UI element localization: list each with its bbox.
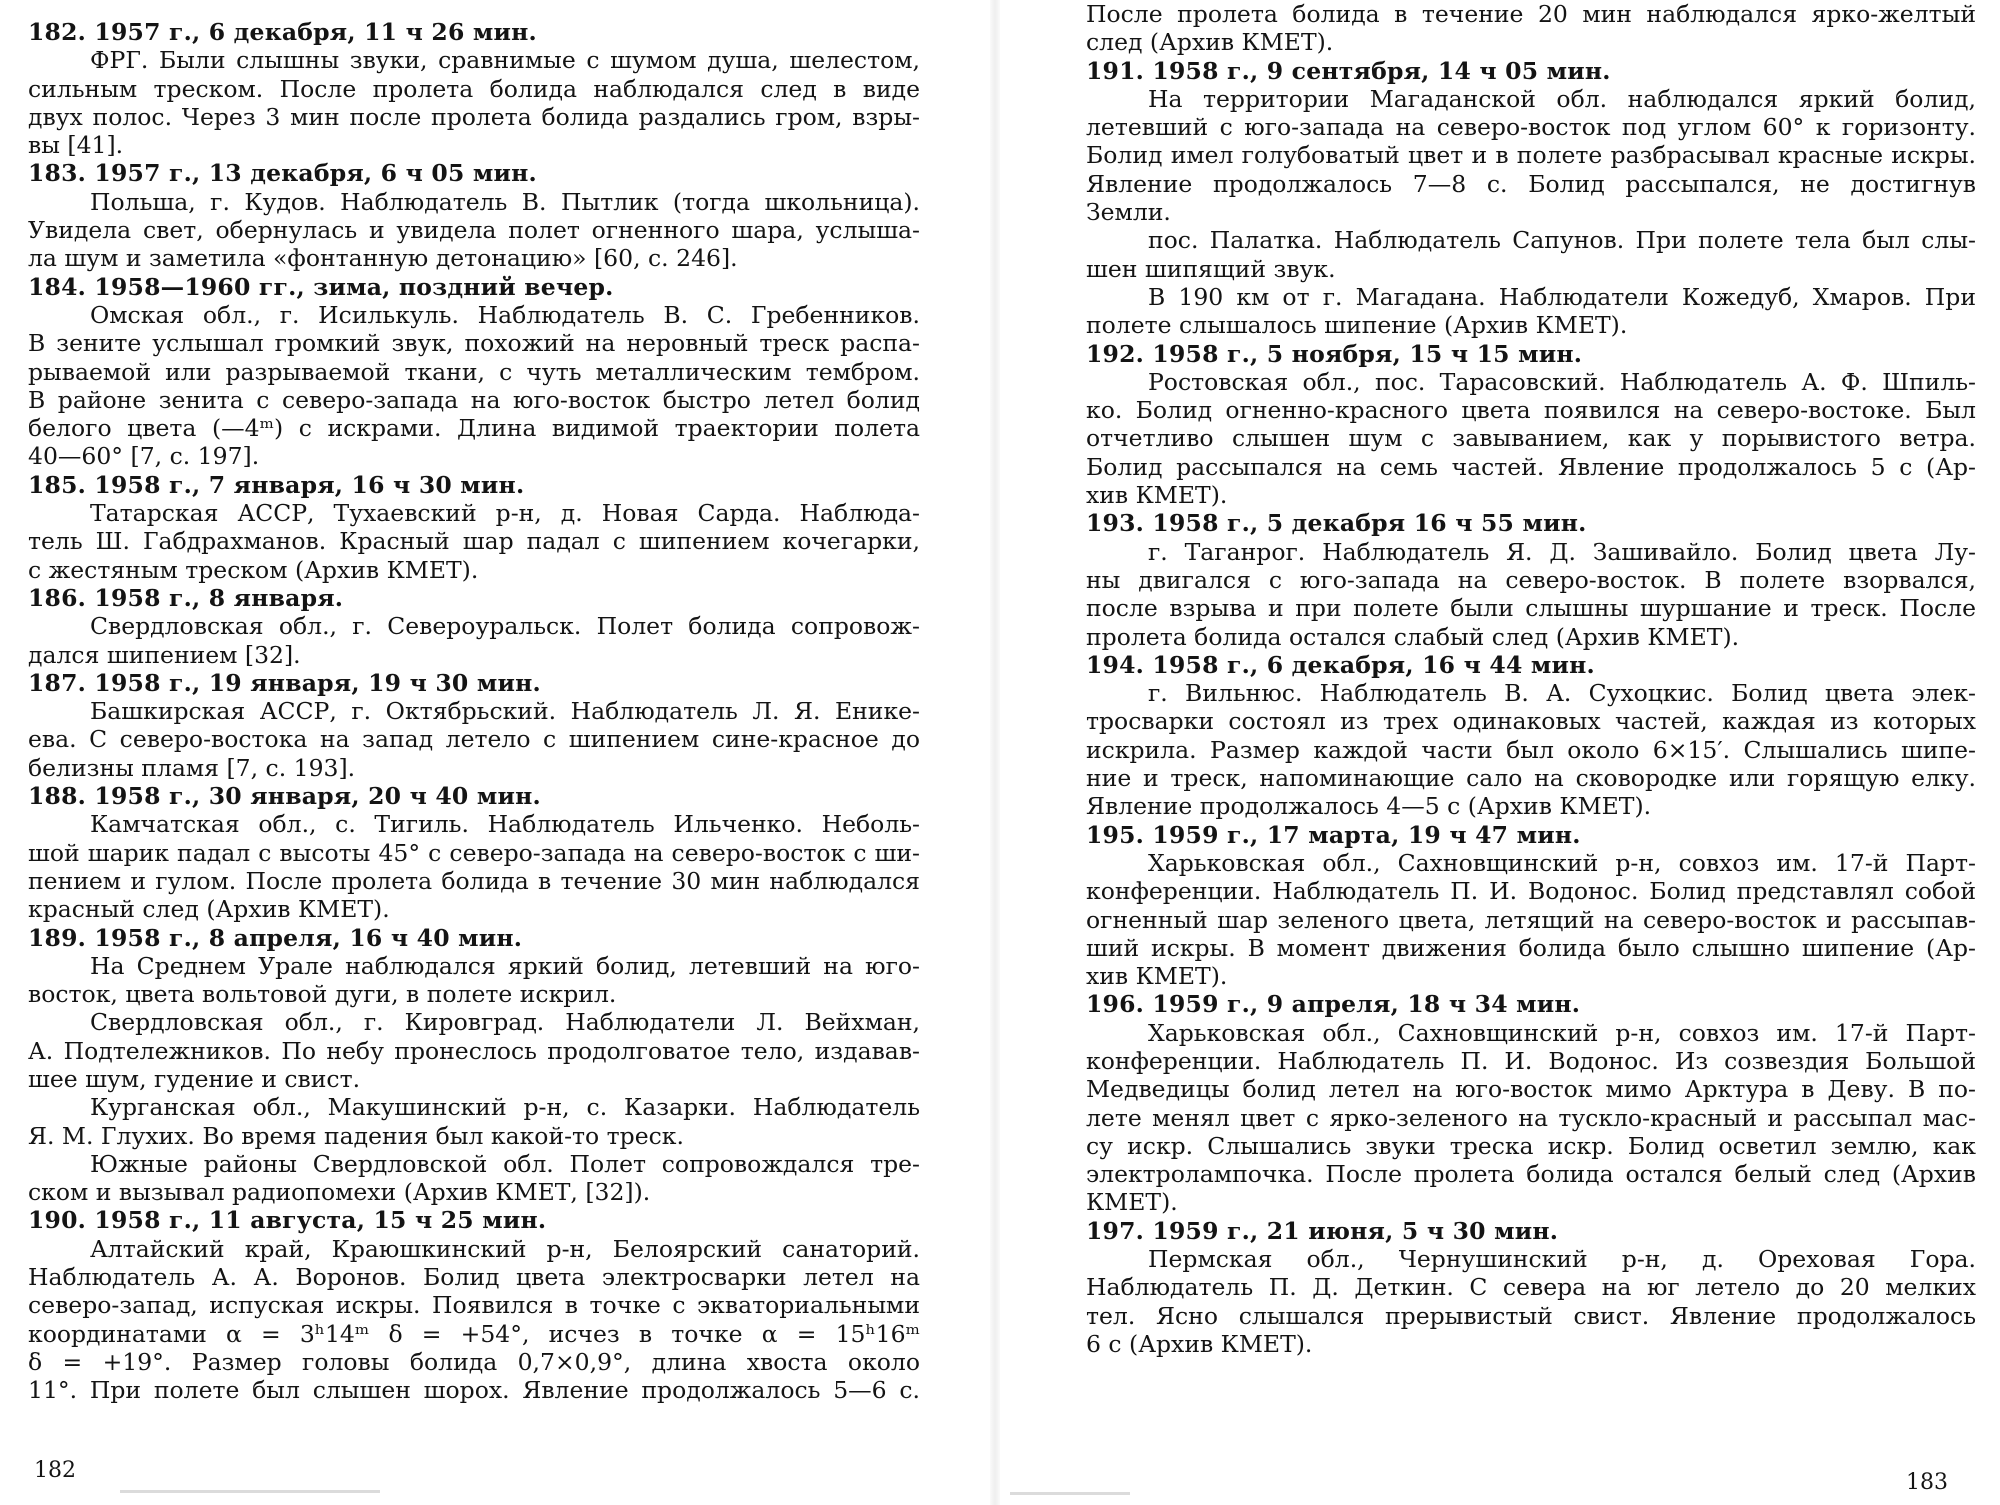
text-line: Курганская обл., Макушинский р-н, с. Казарки. Наблюдатель <box>90 1093 920 1122</box>
text-line: Медведицы болид летел на юго-восток мимо Арктура в Деву. В по- <box>1086 1075 1976 1104</box>
text-line: δ = +19°. Размер головы болида 0,7×0,9°, длина хвоста около <box>28 1347 920 1376</box>
text-line: Татарская АССР, Тухаевский р-н, д. Новая Сарда. Наблюда- <box>90 499 920 528</box>
text-line: тросварки состоял из трех одинаковых частей, каждая из которых <box>1086 707 1976 736</box>
text-line: Омская обл., г. Исилькуль. Наблюдатель В. С. Гребенников. <box>90 300 920 329</box>
text-line: Камчатская обл., с. Тигиль. Наблюдатель Ильченко. Неболь- <box>90 810 920 839</box>
text-line: летевший с юго-запада на северо-восток под углом 60° к горизонту. <box>1086 113 1976 142</box>
text-line: тел. Ясно слышался прерывистый свист. Явление продолжалось <box>1086 1301 1976 1330</box>
text-line: искрила. Размер каждой части был около 6×15′. Слышались шипе- <box>1086 735 1976 764</box>
text-line: хив КМЕТ). <box>1086 962 1228 991</box>
text-line: вы [41]. <box>28 131 124 160</box>
text-line: ние и треск, напоминающие сало на сковородке или горящую елку. <box>1086 764 1976 793</box>
text-line: красный след (Архив КМЕТ). <box>28 895 390 924</box>
entry-heading: 185. 1958 г., 7 января, 16 ч 30 мин. <box>28 470 525 499</box>
entry-heading: 183. 1957 г., 13 декабря, 6 ч 05 мин. <box>28 159 537 188</box>
right-page-text <box>1086 0 1976 1358</box>
text-line: пением и гулом. После пролета болида в течение 30 мин наблюдался <box>28 866 920 895</box>
text-line: электролампочка. После пролета болида остался белый след (Архив <box>1086 1160 1976 1189</box>
text-line: Наблюдатель А. А. Воронов. Болид цвета электросварки летел на <box>28 1263 920 1292</box>
text-line: след (Архив КМЕТ). <box>1086 28 1334 57</box>
text-line: г. Вильнюс. Наблюдатель В. А. Сухоцкис. Болид цвета элек- <box>1148 679 1976 708</box>
entry-heading: 182. 1957 г., 6 декабря, 11 ч 26 мин. <box>28 18 537 46</box>
text-line: сильным треском. После пролета болида наблюдался след в виде <box>28 74 920 103</box>
text-line: тель Ш. Габдрахманов. Красный шар падал с шипением кочегарки, <box>28 527 920 556</box>
left-page <box>0 0 990 1505</box>
entry-heading: 191. 1958 г., 9 сентября, 14 ч 05 мин. <box>1086 56 1611 85</box>
text-line: ева. С северо-востока на запад летело с шипением сине-красное до <box>28 725 920 754</box>
text-line: конференции. Наблюдатель П. И. Водонос. Болид представлял собой <box>1086 877 1976 906</box>
text-line: конференции. Наблюдатель П. И. Водонос. Из созвездия Большой <box>1086 1046 1976 1075</box>
print-smudge <box>120 1490 380 1493</box>
text-line: На Среднем Урале наблюдался яркий болид, летевший на юго- <box>90 951 920 980</box>
text-line: Увидела свет, обернулась и увидела полет огненного шара, услыша- <box>28 216 920 245</box>
left-page-number: 182 <box>34 1458 76 1483</box>
text-line: Явление продолжалось 7—8 с. Болид рассыпался, не достигнув <box>1086 169 1976 198</box>
text-line: ший искры. В момент движения болида было слышно шипение (Ар- <box>1086 933 1976 962</box>
text-line: шой шарик падал с высоты 45° с северо-запада на северо-восток с ши- <box>28 838 920 867</box>
text-line: 40—60° [7, с. 197]. <box>28 442 260 471</box>
text-line: су искр. Слышались звуки треска искр. Болид осветил землю, как <box>1086 1131 1976 1160</box>
text-line: Земли. <box>1086 198 1171 227</box>
text-line: г. Таганрог. Наблюдатель Я. Д. Зашивайло. Болид цвета Лу- <box>1148 537 1976 566</box>
entry-heading: 195. 1959 г., 17 марта, 19 ч 47 мин. <box>1086 820 1581 849</box>
text-line: В зените услышал громкий звук, похожий на неровный треск распа- <box>28 329 920 358</box>
text-line: В 190 км от г. Магадана. Наблюдатели Кожедуб, Хмаров. При <box>1148 282 1976 311</box>
entry-heading: 194. 1958 г., 6 декабря, 16 ч 44 мин. <box>1086 650 1595 679</box>
text-line: после взрыва и при полете были слышны шуршание и треск. После <box>1086 594 1976 623</box>
entry-heading: 188. 1958 г., 30 января, 20 ч 40 мин. <box>28 782 541 811</box>
text-line: Харьковская обл., Сахновщинский р-н, совхоз им. 17-й Парт- <box>1148 848 1976 877</box>
text-line: лете менял цвет с ярко-зеленого на тускло-красный и рассыпал мас- <box>1086 1103 1976 1132</box>
text-line: Я. М. Глухих. Во время падения был какой-то треск. <box>28 1121 684 1150</box>
text-line: Наблюдатель П. Д. Деткин. С севера на юг летело до 20 мелких <box>1086 1273 1976 1302</box>
right-page-number: 183 <box>1906 1470 1948 1495</box>
entry-heading: 189. 1958 г., 8 апреля, 16 ч 40 мин. <box>28 923 523 952</box>
text-line: Алтайский край, Краюшкинский р-н, Белоярский санаторий. <box>90 1234 920 1263</box>
book-gutter <box>990 0 1000 1505</box>
text-line: восток, цвета вольтовой дуги, в полете искрил. <box>28 980 617 1009</box>
text-line: двух полос. Через 3 мин после пролета болида раздались гром, взры- <box>28 102 920 131</box>
entry-heading: 186. 1958 г., 8 января. <box>28 583 344 612</box>
text-line: А. Подтележников. По небу пронеслось продолговатое тело, издавав- <box>28 1036 920 1065</box>
text-line: Пермская обл., Чернушинский р-н, д. Ореховая Гора. <box>1148 1245 1976 1274</box>
text-line: рываемой или разрываемой ткани, с чуть металлическим тембром. <box>28 357 920 386</box>
text-line: северо-запад, испуская искры. Появился в точке с экваториальными <box>28 1291 920 1320</box>
text-line: Ростовская обл., пос. Тарасовский. Наблюдатель А. Ф. Шпиль- <box>1148 367 1976 396</box>
text-line: Свердловская обл., г. Кировград. Наблюдатели Л. Вейхман, <box>90 1008 920 1037</box>
text-line: КМЕТ). <box>1086 1188 1178 1217</box>
text-line: пролета болида остался слабый след (Архив КМЕТ). <box>1086 622 1740 651</box>
text-line: Южные районы Свердловской обл. Полет сопровождался тре- <box>90 1149 920 1178</box>
text-line: ко. Болид огненно-красного цвета появился на северо-востоке. Был <box>1086 396 1976 425</box>
entry-heading: 193. 1958 г., 5 декабря 16 ч 55 мин. <box>1086 509 1587 538</box>
print-smudge <box>1010 1492 1130 1495</box>
text-line: дался шипением [32]. <box>28 640 301 669</box>
text-line: После пролета болида в течение 20 мин наблюдался ярко-желтый <box>1086 0 1976 28</box>
text-line: В районе зенита с северо-запада на юго-восток быстро летел болид <box>28 385 920 414</box>
right-page <box>1000 0 2000 1505</box>
text-line: ла шум и заметила «фонтанную детонацию» [60, с. 246]. <box>28 244 738 273</box>
text-line: ны двигался с юго-запада на северо-восток. В полете взорвался, <box>1086 565 1976 594</box>
text-line: Польша, г. Кудов. Наблюдатель В. Пытлик (тогда школьница). <box>90 187 920 216</box>
left-page-text <box>28 18 920 1405</box>
text-line: полете слышалось шипение (Архив КМЕТ). <box>1086 311 1628 340</box>
text-line: огненный шар зеленого цвета, летящий на северо-восток и рассыпав- <box>1086 905 1976 934</box>
text-line: Болид рассыпался на семь частей. Явление продолжалось 5 с (Ар- <box>1086 452 1976 481</box>
entry-heading: 192. 1958 г., 5 ноября, 15 ч 15 мин. <box>1086 339 1583 368</box>
entry-heading: 187. 1958 г., 19 января, 19 ч 30 мин. <box>28 668 541 697</box>
text-line: Харьковская обл., Сахновщинский р-н, совхоз им. 17-й Парт- <box>1148 1018 1976 1047</box>
text-line: шен шипящий звук. <box>1086 254 1336 283</box>
text-line: 6 с (Архив КМЕТ). <box>1086 1329 1313 1358</box>
text-line: Свердловская обл., г. Североуральск. Полет болида сопровож- <box>90 612 920 641</box>
text-line: Башкирская АССР, г. Октябрьский. Наблюдатель Л. Я. Енике- <box>90 697 920 726</box>
text-line: отчетливо слышен шум с завыванием, как у порывистого ветра. <box>1086 424 1976 453</box>
entry-heading: 196. 1959 г., 9 апреля, 18 ч 34 мин. <box>1086 990 1581 1019</box>
text-line: с жестяным треском (Архив КМЕТ). <box>28 555 479 584</box>
text-line: хив КМЕТ). <box>1086 481 1228 510</box>
text-line: координатами α = 3ʰ14ᵐ δ = +54°, исчез в точке α = 15ʰ16ᵐ <box>28 1319 920 1348</box>
entry-heading: 184. 1958—1960 гг., зима, поздний вечер. <box>28 272 614 301</box>
text-line: ском и вызывал радиопомехи (Архив КМЕТ, [32]). <box>28 1178 651 1207</box>
text-line: пос. Палатка. Наблюдатель Сапунов. При полете тела был слы- <box>1148 226 1976 255</box>
text-line: белизны пламя [7, с. 193]. <box>28 753 356 782</box>
entry-heading: 190. 1958 г., 11 августа, 15 ч 25 мин. <box>28 1206 547 1235</box>
text-line: На территории Магаданской обл. наблюдался яркий болид, <box>1148 84 1976 113</box>
text-line: 11°. При полете был слышен шорох. Явление продолжалось 5—6 с. <box>28 1376 920 1405</box>
text-line: шее шум, гудение и свист. <box>28 1064 361 1093</box>
entry-heading: 197. 1959 г., 21 июня, 5 ч 30 мин. <box>1086 1216 1559 1245</box>
text-line: белого цвета (—4ᵐ) с искрами. Длина видимой траектории полета <box>28 414 920 443</box>
text-line: Болид имел голубоватый цвет и в полете разбрасывал красные искры. <box>1086 141 1976 170</box>
text-line: Явление продолжалось 4—5 с (Архив КМЕТ). <box>1086 792 1652 821</box>
text-line: ФРГ. Были слышны звуки, сравнимые с шумом душа, шелестом, <box>90 46 920 75</box>
